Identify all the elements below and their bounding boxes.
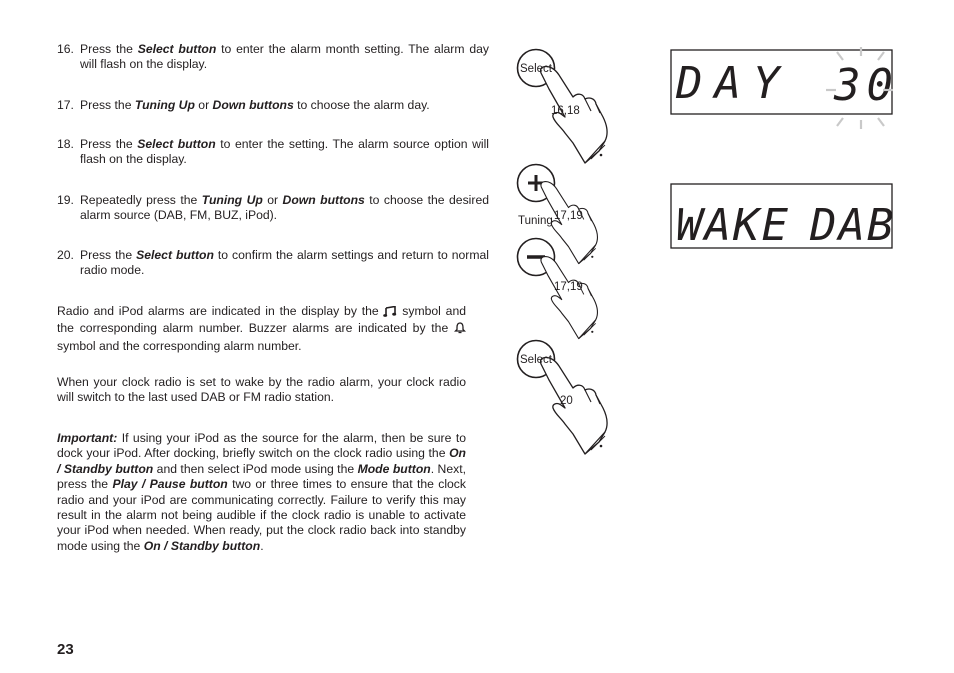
step-16: 16. Press the Select button to enter the alarm month setting. The alarm day will flash on the display. bbox=[57, 42, 489, 72]
button-ref: Select button bbox=[137, 137, 216, 151]
select-label: Select bbox=[520, 354, 552, 366]
step-number: 19. bbox=[57, 193, 74, 207]
important-label: Important: bbox=[57, 431, 118, 445]
button-ref: Down buttons bbox=[212, 98, 294, 112]
lcd-text-right: 30 bbox=[834, 60, 899, 111]
step-20: 20. Press the Select button to confirm the alarm settings and return to normal radio mode. bbox=[57, 248, 489, 278]
button-ref: Down buttons bbox=[282, 193, 365, 207]
select-button-figure-1 bbox=[518, 50, 608, 164]
step-19: 19. Repeatedly press the Tuning Up or Down buttons to choose the desired alarm source (DAB, FM, BUZ, iPod). bbox=[57, 193, 489, 223]
select-label: Select bbox=[520, 63, 552, 75]
step-number: 17. bbox=[57, 98, 74, 112]
important-note: Important: If using your iPod as the source for the alarm, then be sure to dock your iPod. After docking, briefly switch on the clock radio using the On / Standby button and then select iPod mode using the Mode button. Next, press the Play / Pause button two or three times to ensure that the clock radio and your iPod are communicating correctly. Failure to verify this may result in the alarm not being audible if the clock radio is unable to activate your iPod when needed. When ready, put the clock radio back into standby mode using the On / Standby button. bbox=[57, 431, 466, 553]
step-17: 17. Press the Tuning Up or Down buttons to choose the alarm day. bbox=[57, 98, 430, 112]
alarm-symbol-paragraph: Radio and iPod alarms are indicated in the display by the symbol and the corresponding alarm number. Buzzer alarms are indicated by the symbol and the corresponding alarm number. bbox=[57, 304, 466, 353]
step-ref-label: 16,18 bbox=[551, 105, 580, 117]
wake-radio-paragraph: When your clock radio is set to wake by the radio alarm, your clock radio will switch to the last used DAB or FM radio station. bbox=[57, 375, 466, 405]
lcd-display-wake bbox=[671, 184, 895, 251]
tuning-label: Tuning bbox=[518, 215, 553, 227]
button-ref: Select button bbox=[136, 248, 214, 262]
step-ref-label: 17,19 bbox=[554, 281, 583, 293]
button-ref: Tuning Up bbox=[201, 193, 263, 207]
step-ref-label: 17,19 bbox=[554, 210, 583, 222]
step-number: 20. bbox=[57, 248, 74, 262]
step-number: 18. bbox=[57, 137, 74, 151]
lcd-display-day bbox=[671, 47, 899, 129]
select-button-figure-2 bbox=[518, 341, 608, 455]
button-ref: Tuning Up bbox=[134, 98, 195, 112]
page-number: 23 bbox=[57, 641, 74, 658]
button-ref: Select button bbox=[137, 42, 217, 56]
lcd-text-left: DAY bbox=[676, 58, 792, 109]
lcd-text-right: DAB bbox=[810, 200, 896, 251]
step-ref-label: 20 bbox=[560, 395, 573, 407]
lcd-text-left: WAKE bbox=[676, 200, 790, 251]
step-number: 16. bbox=[57, 42, 74, 56]
step-18: 18. Press the Select button to enter the setting. The alarm source option will flash on the display. bbox=[57, 137, 489, 167]
